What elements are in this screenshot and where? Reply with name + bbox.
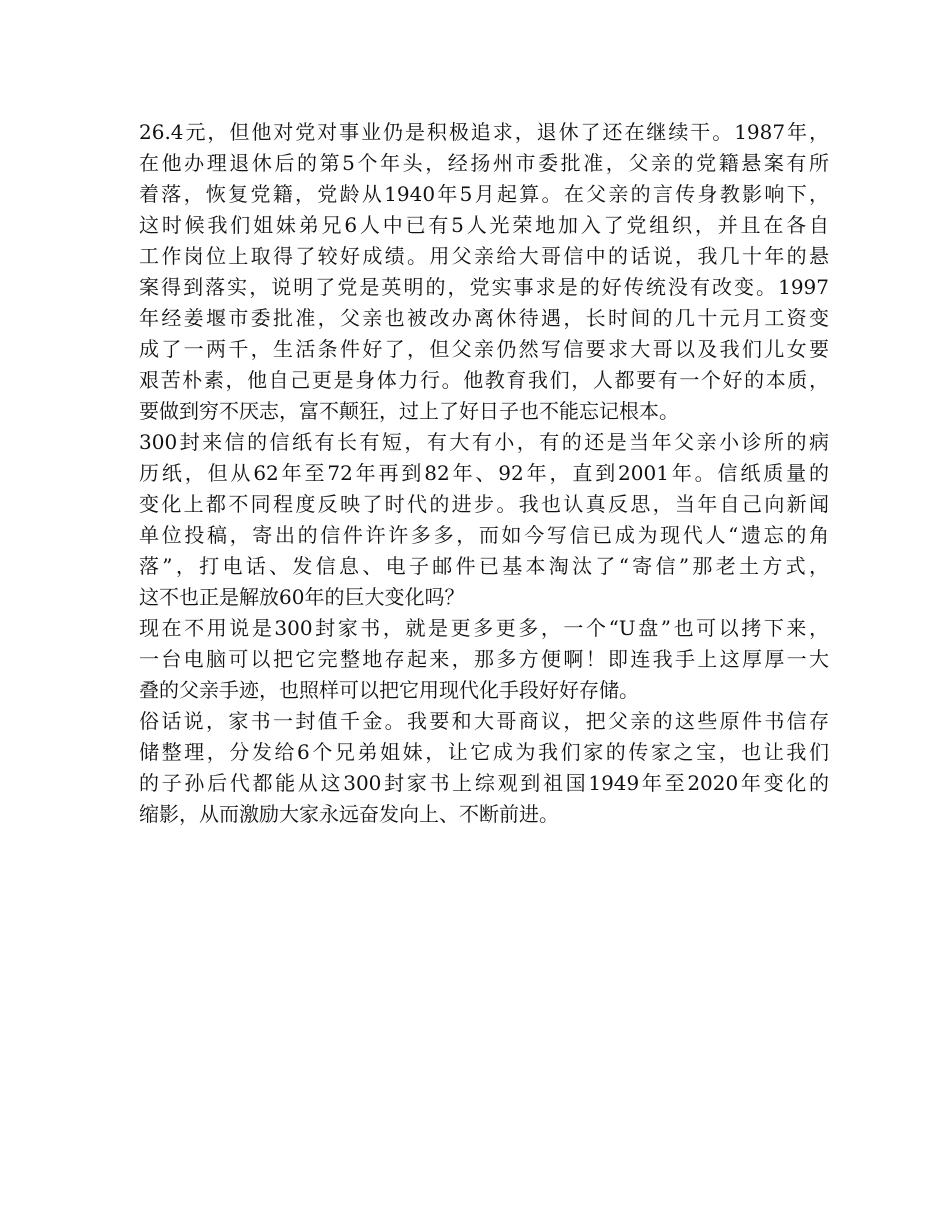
text-line: 工作岗位上取得了较好成绩。用父亲给大哥信中的话说，我几十年的悬 bbox=[139, 244, 829, 268]
text-line: 一台电脑可以把它完整地存起来，那多方便啊！即连我手上这厚厚一大 bbox=[139, 647, 829, 671]
text-line: 年经姜堰市委批准，父亲也被改办离休待遇，长时间的几十元月工资变 bbox=[139, 306, 829, 330]
text-line: 在他办理退休后的第5个年头，经扬州市委批准，父亲的党籍悬案有所 bbox=[139, 151, 829, 175]
text-line: 艰苦朴素，他自己更是身体力行。他教育我们，人都要有一个好的本质， bbox=[139, 368, 829, 392]
text-line: 成了一两千，生活条件好了，但父亲仍然写信要求大哥以及我们儿女要 bbox=[139, 337, 829, 361]
text-line: 着落，恢复党籍，党龄从1940年5月起算。在父亲的言传身教影响下， bbox=[139, 182, 829, 206]
text-line: 这时候我们姐妹弟兄6人中已有5人光荣地加入了党组织，并且在各自 bbox=[139, 213, 829, 237]
text-line: 缩影，从而激励大家永远奋发向上、不断前进。 bbox=[139, 802, 559, 826]
paragraph-3 bbox=[139, 613, 829, 706]
text-line: 储整理，分发给6个兄弟姐妹，让它成为我们家的传家之宝，也让我们 bbox=[139, 740, 829, 764]
text-line: 变化上都不同程度反映了时代的进步。我也认真反思，当年自己向新闻 bbox=[139, 492, 829, 516]
text-line: 历纸，但从62年至72年再到82年、92年，直到2001年。信纸质量的 bbox=[139, 461, 829, 485]
text-line: 俗话说，家书一封值千金。我要和大哥商议，把父亲的这些原件书信存 bbox=[139, 709, 829, 733]
text-line: 案得到落实，说明了党是英明的，党实事求是的好传统没有改变。1997 bbox=[139, 275, 829, 299]
text-line: 单位投稿，寄出的信件许许多多，而如今写信已成为现代人“遗忘的角 bbox=[139, 523, 829, 547]
text-line: 这不也正是解放60年的巨大变化吗？ bbox=[139, 585, 465, 609]
paragraph-4 bbox=[139, 706, 829, 830]
text-line: 300封来信的信纸有长有短，有大有小，有的还是当年父亲小诊所的病 bbox=[139, 430, 829, 454]
text-line: 落”，打电话、发信息、电子邮件已基本淘汰了“寄信”那老土方式， bbox=[139, 554, 829, 578]
text-line: 的子孙后代都能从这300封家书上综观到祖国1949年至2020年变化的 bbox=[139, 771, 829, 795]
paragraph-2 bbox=[139, 427, 829, 613]
text-line: 要做到穷不厌志，富不颠狂，过上了好日子也不能忘记根本。 bbox=[139, 399, 679, 423]
text-line: 叠的父亲手迹，也照样可以把它用现代化手段好好存储。 bbox=[139, 678, 639, 702]
text-line: 现在不用说是300封家书，就是更多更多，一个“U盘”也可以拷下来， bbox=[139, 616, 829, 640]
text-line: 26.4元，但他对党对事业仍是积极追求，退休了还在继续干。1987年， bbox=[139, 120, 829, 144]
document-body bbox=[139, 117, 829, 830]
paragraph-1 bbox=[139, 117, 829, 427]
